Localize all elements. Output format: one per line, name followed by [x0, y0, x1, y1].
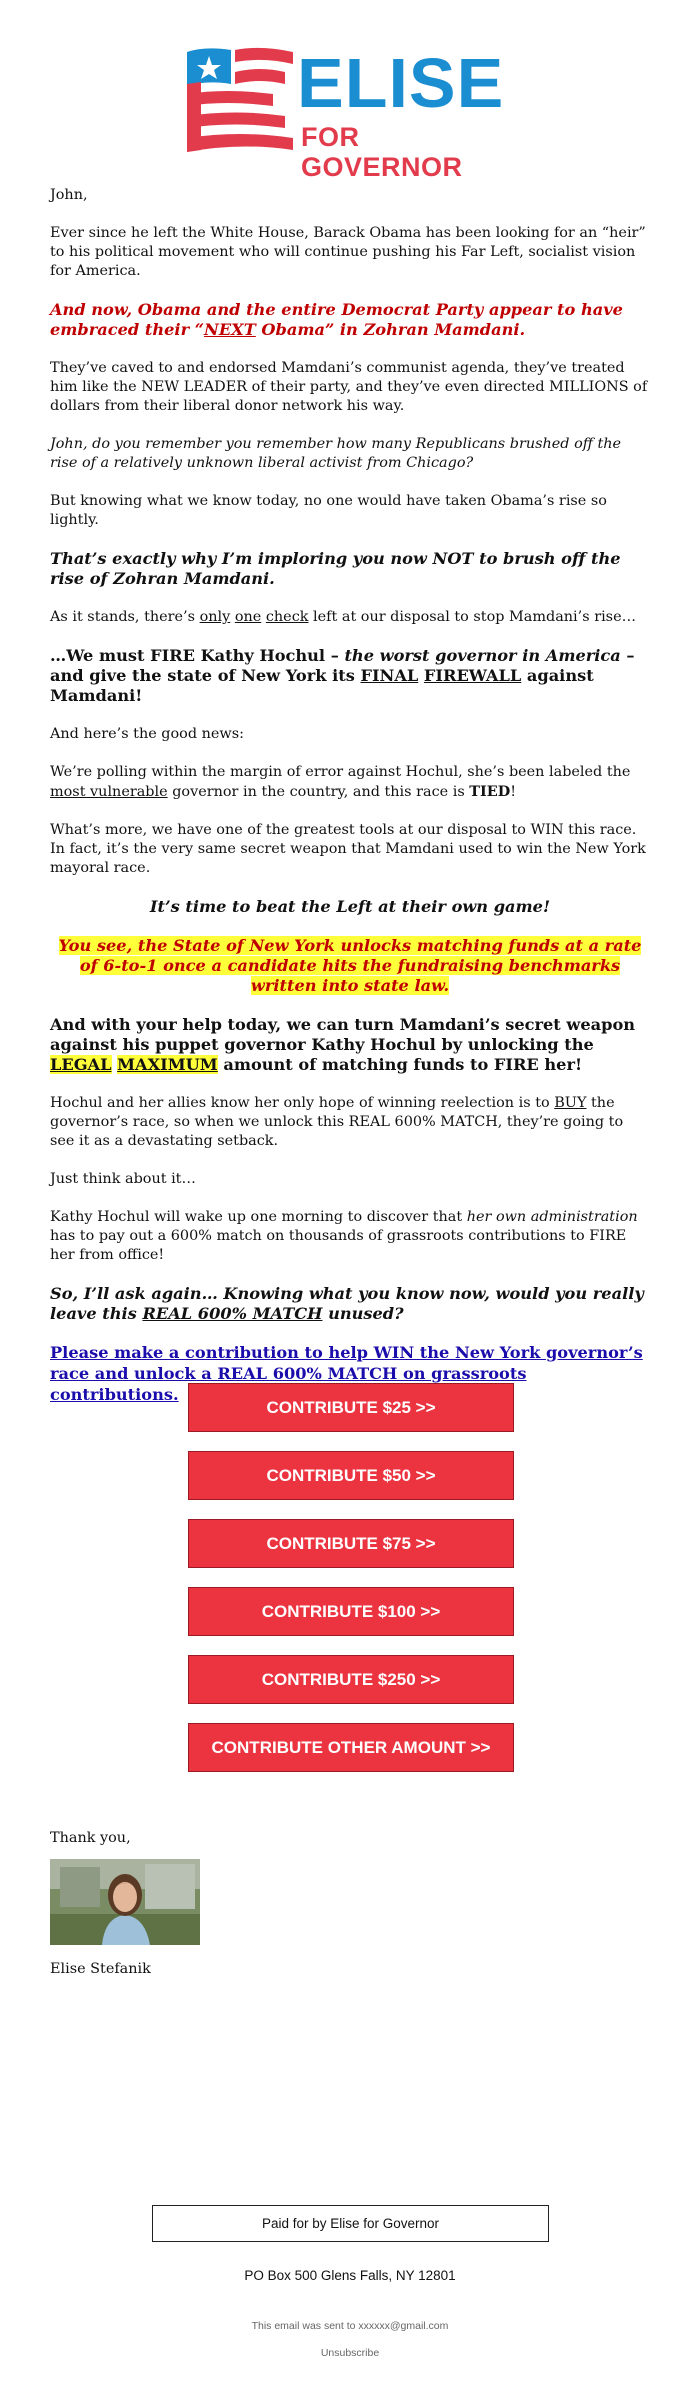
mailing-address: PO Box 500 Glens Falls, NY 12801: [244, 2268, 456, 2283]
contribute-25-button[interactable]: CONTRIBUTE $25 >>: [188, 1383, 514, 1432]
p2-b: NEXT: [204, 320, 256, 339]
contribute-100-button[interactable]: CONTRIBUTE $100 >>: [188, 1587, 514, 1636]
p8-b: the worst governor in America: [344, 646, 621, 665]
p14-b: LEGAL: [50, 1055, 112, 1074]
paragraph-10: [50, 763, 650, 802]
sent-to-notice: This email was sent to xxxxxx@gmail.com: [251, 2320, 449, 2332]
p10-b: most vulnerable: [50, 784, 168, 800]
p18-b: REAL 600% MATCH: [142, 1304, 323, 1323]
p7-g: left at our disposal to stop Mamdani’s rise…: [308, 609, 636, 625]
p8-a: …We must FIRE Kathy Hochul –: [50, 646, 345, 665]
paragraph-18: [50, 1284, 650, 1324]
unsubscribe-row: [0, 2346, 700, 2360]
p10-c: governor in the country, and this race is: [167, 784, 470, 800]
p12-text: It’s time to beat the Left at their own game!: [149, 897, 551, 916]
paragraph-15: [50, 1094, 650, 1151]
p10-d: TIED: [469, 783, 511, 800]
paragraph-6: [50, 549, 650, 589]
contribute-other-button[interactable]: CONTRIBUTE OTHER AMOUNT >>: [188, 1723, 514, 1772]
paragraph-8: [50, 646, 650, 706]
p6-text: That’s exactly why I’m imploring you now NOT to brush off the rise of Zohran Mamdani.: [50, 549, 621, 588]
p2-a: And now, Obama and the entire Democrat Party appear to have embraced their “: [50, 300, 623, 339]
portrait-image: [50, 1859, 200, 1945]
p18-a: So, I’ll ask again… Knowing what you know now, would you really leave this: [50, 1284, 644, 1323]
paragraph-5: But knowing what we know today, no one would have taken Obama’s rise so lightly.: [50, 493, 607, 528]
greeting: John,: [50, 187, 88, 203]
paragraph-12: [50, 897, 650, 917]
paragraph-9: And here’s the good news:: [50, 726, 244, 742]
p15-c: the governor’s race, so when we unlock this REAL 600% MATCH, they’re going to see it as a devastating setback.: [50, 1095, 624, 1149]
contribute-text-link[interactable]: Please make a contribution to help WIN the New York governor’s race and unlock a REAL 600% MATCH on grassroots contributions.: [50, 1343, 643, 1404]
logo-subtitle: FOR GOVERNOR: [301, 122, 463, 182]
p7-f: check: [265, 609, 309, 625]
p7-a: As it stands, there’s: [50, 609, 200, 625]
p17-a: Kathy Hochul will wake up one morning to discover that: [50, 1209, 467, 1225]
signoff-name: Elise Stefanik: [50, 1961, 151, 1977]
paragraph-17: [50, 1208, 650, 1265]
paragraph-3: They’ve caved to and endorsed Mamdani’s communist agenda, they’ve treated him like the NEW LEADER of their party, and they’ve even directed MILLIONS of dollars from their liberal donor network his way.: [50, 360, 648, 414]
p2-c: Obama” in Zohran Mamdani.: [255, 320, 526, 339]
candidate-photo: [50, 1859, 200, 1945]
contribute-250-button[interactable]: CONTRIBUTE $250 >>: [188, 1655, 514, 1704]
paragraph-16: Just think about it…: [50, 1171, 196, 1187]
paragraph-4: [50, 435, 650, 473]
p17-c: has to pay out a 600% match on thousands of grassroots contributions to FIRE her from office!: [50, 1228, 627, 1263]
p14-d: MAXIMUM: [117, 1055, 218, 1074]
contribute-50-button[interactable]: CONTRIBUTE $50 >>: [188, 1451, 514, 1500]
p14-a: And with your help today, we can turn Mamdani’s secret weapon against his puppet governor Kathy Hochul by unlocking the: [50, 1015, 636, 1054]
logo-wordmark: ELISE: [297, 44, 505, 122]
paragraph-11: What’s more, we have one of the greatest tools at our disposal to WIN this race. In fact, it’s the very same secret weapon that Mamdani used to win the New York mayoral race.: [50, 822, 646, 876]
p8-f: FIREWALL: [423, 666, 522, 685]
campaign-logo: [185, 44, 525, 182]
paid-for-box: Paid for by Elise for Governor: [152, 2205, 549, 2242]
p7-d: one: [234, 609, 262, 625]
p15-b: BUY: [554, 1095, 587, 1111]
p10-e: !: [510, 784, 516, 800]
p8-c: – and give the state of New York its: [50, 646, 635, 685]
paragraph-13: [50, 936, 650, 996]
paragraph-2: [50, 300, 650, 340]
paragraph-14: [50, 1015, 650, 1075]
paragraph-7: [50, 608, 650, 627]
contribute-75-button[interactable]: CONTRIBUTE $75 >>: [188, 1519, 514, 1568]
p8-d: FINAL: [360, 666, 419, 685]
p17-b: her own administration: [466, 1209, 638, 1225]
p14-e: amount of matching funds to FIRE her!: [217, 1055, 583, 1074]
contribute-button-group: [188, 1383, 514, 1791]
p10-a: We’re polling within the margin of error against Hochul, she’s been labeled the: [50, 764, 631, 780]
p4-text: John, do you remember you remember how many Republicans brushed off the rise of a relatively unknown liberal activist from Chicago?: [50, 436, 622, 471]
p8-g: against Mamdani!: [50, 666, 594, 705]
p18-c: unused?: [322, 1304, 404, 1323]
signoff-thanks: Thank you,: [50, 1830, 131, 1846]
p15-a: Hochul and her allies know her only hope of winning reelection is to: [50, 1095, 555, 1111]
p13-b: the State of New York unlocks matching funds at a rate of 6-to-1 once a candidate hits the fundraising benchmarks written into state law.: [79, 936, 642, 995]
flag-e-logo-icon: [185, 44, 295, 156]
p13-a: You see,: [58, 936, 138, 955]
letter-body: [50, 186, 650, 1425]
p7-b: only: [199, 609, 231, 625]
unsubscribe-link[interactable]: Unsubscribe: [320, 2347, 380, 2359]
paragraph-1: Ever since he left the White House, Barack Obama has been looking for an “heir” to his political movement who will continue pushing his Far Left, socialist vision for America.: [50, 225, 646, 279]
